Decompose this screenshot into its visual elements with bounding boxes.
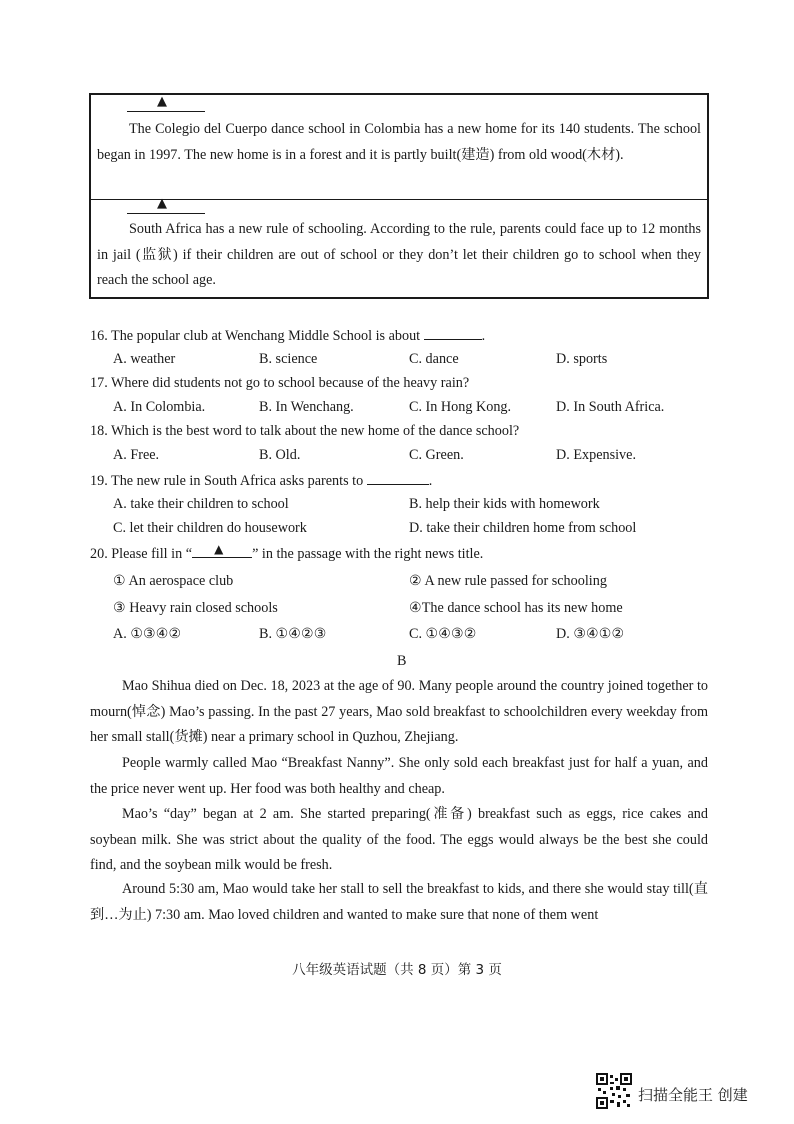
triangle-marker-icon: ▲	[214, 542, 224, 556]
question-19: 19. The new rule in South Africa asks parents to .	[90, 473, 433, 489]
news-text: The Colegio del Cuerpo dance school in Colombia has a new home for its 140 students. The school began in 1997. The new home is in a forest and it is partly built(建造) from old wood(木材).	[97, 121, 701, 163]
option: C. ①④③②	[409, 626, 477, 642]
news-cell-1	[91, 95, 707, 200]
passage-paragraph: Around 5:30 am, Mao would take her stall to sell the breakfast to kids, and there she would stay till(直到…为止) 7:30 am. Mao loved children and wanted to make sure that none of them went	[90, 881, 708, 923]
title-option: ④The dance school has its new home	[409, 600, 623, 616]
option: C. Green.	[409, 447, 464, 463]
option: B. help their kids with homework	[409, 496, 600, 512]
passage-paragraph: Mao’s “day” began at 2 am. She started preparing(准备) breakfast such as eggs, rice cakes and soybean milk. She was strict about the quality of the food. The eggs would always be the best she could find, and the soybean milk would be fresh.	[90, 806, 708, 874]
section-heading: B	[397, 653, 407, 669]
question-16: 16. The popular club at Wenchang Middle School is about .	[90, 328, 486, 344]
triangle-marker-icon: ▲	[157, 196, 167, 211]
news-table	[89, 93, 709, 299]
option: A. Free.	[113, 447, 160, 463]
option: B. Old.	[259, 447, 301, 463]
passage-paragraph: Mao Shihua died on Dec. 18, 2023 at the age of 90. Many people around the country joined together to mourn(悼念) Mao’s passing. In the past 27 years, Mao sold breakfast to schoolchildren every weekday from her small stall(货摊) near a primary school in Quzhou, Zhejiang.	[90, 678, 708, 746]
option: D. sports	[556, 351, 608, 367]
news-text: South Africa has a new rule of schooling. According to the rule, parents could face up to 12 months in jail (监狱) if their children are out of school or they don’t let their children go to school when they reach the school age.	[97, 221, 701, 288]
triangle-marker-icon: ▲	[157, 94, 167, 109]
option: A. take their children to school	[113, 496, 289, 512]
option: C. let their children do housework	[113, 520, 307, 536]
passage-paragraph: People warmly called Mao “Breakfast Nanny”. She only sold each breakfast just for half a yuan, and the price never went up. Her food was both healthy and cheap.	[90, 755, 708, 797]
option: A. weather	[113, 351, 176, 367]
qr-code-icon	[596, 1073, 632, 1109]
page-footer: 八年级英语试题（共 8 页）第 3 页	[292, 962, 502, 978]
title-option: ③ Heavy rain closed schools	[113, 600, 278, 616]
option: B. In Wenchang.	[259, 399, 354, 415]
option: B. ①④②③	[259, 626, 327, 642]
question-17: 17. Where did students not go to school because of the heavy rain?	[90, 375, 470, 391]
title-option: ① An aerospace club	[113, 573, 234, 589]
option: A. In Colombia.	[113, 399, 206, 415]
option: D. ③④①②	[556, 626, 625, 642]
answer-blank	[424, 327, 482, 340]
option: B. science	[259, 351, 318, 367]
news-cell-2	[91, 196, 707, 297]
option: C. In Hong Kong.	[409, 399, 512, 415]
question-20: 20. Please fill in “ ▲ ” in the passage with the right news title.	[90, 542, 484, 562]
title-blank	[127, 94, 205, 112]
title-blank	[127, 196, 205, 214]
option: D. In South Africa.	[556, 399, 665, 415]
question-18: 18. Which is the best word to talk about the new home of the dance school?	[90, 423, 520, 439]
option: A. ①③④②	[113, 626, 182, 642]
answer-blank	[192, 542, 252, 558]
option: C. dance	[409, 351, 459, 367]
title-option: ② A new rule passed for schooling	[409, 573, 607, 589]
option: D. take their children home from school	[409, 520, 637, 536]
scanner-watermark: 扫描全能王 创建	[638, 1086, 748, 1104]
answer-blank	[367, 472, 429, 485]
option: D. Expensive.	[556, 447, 636, 463]
